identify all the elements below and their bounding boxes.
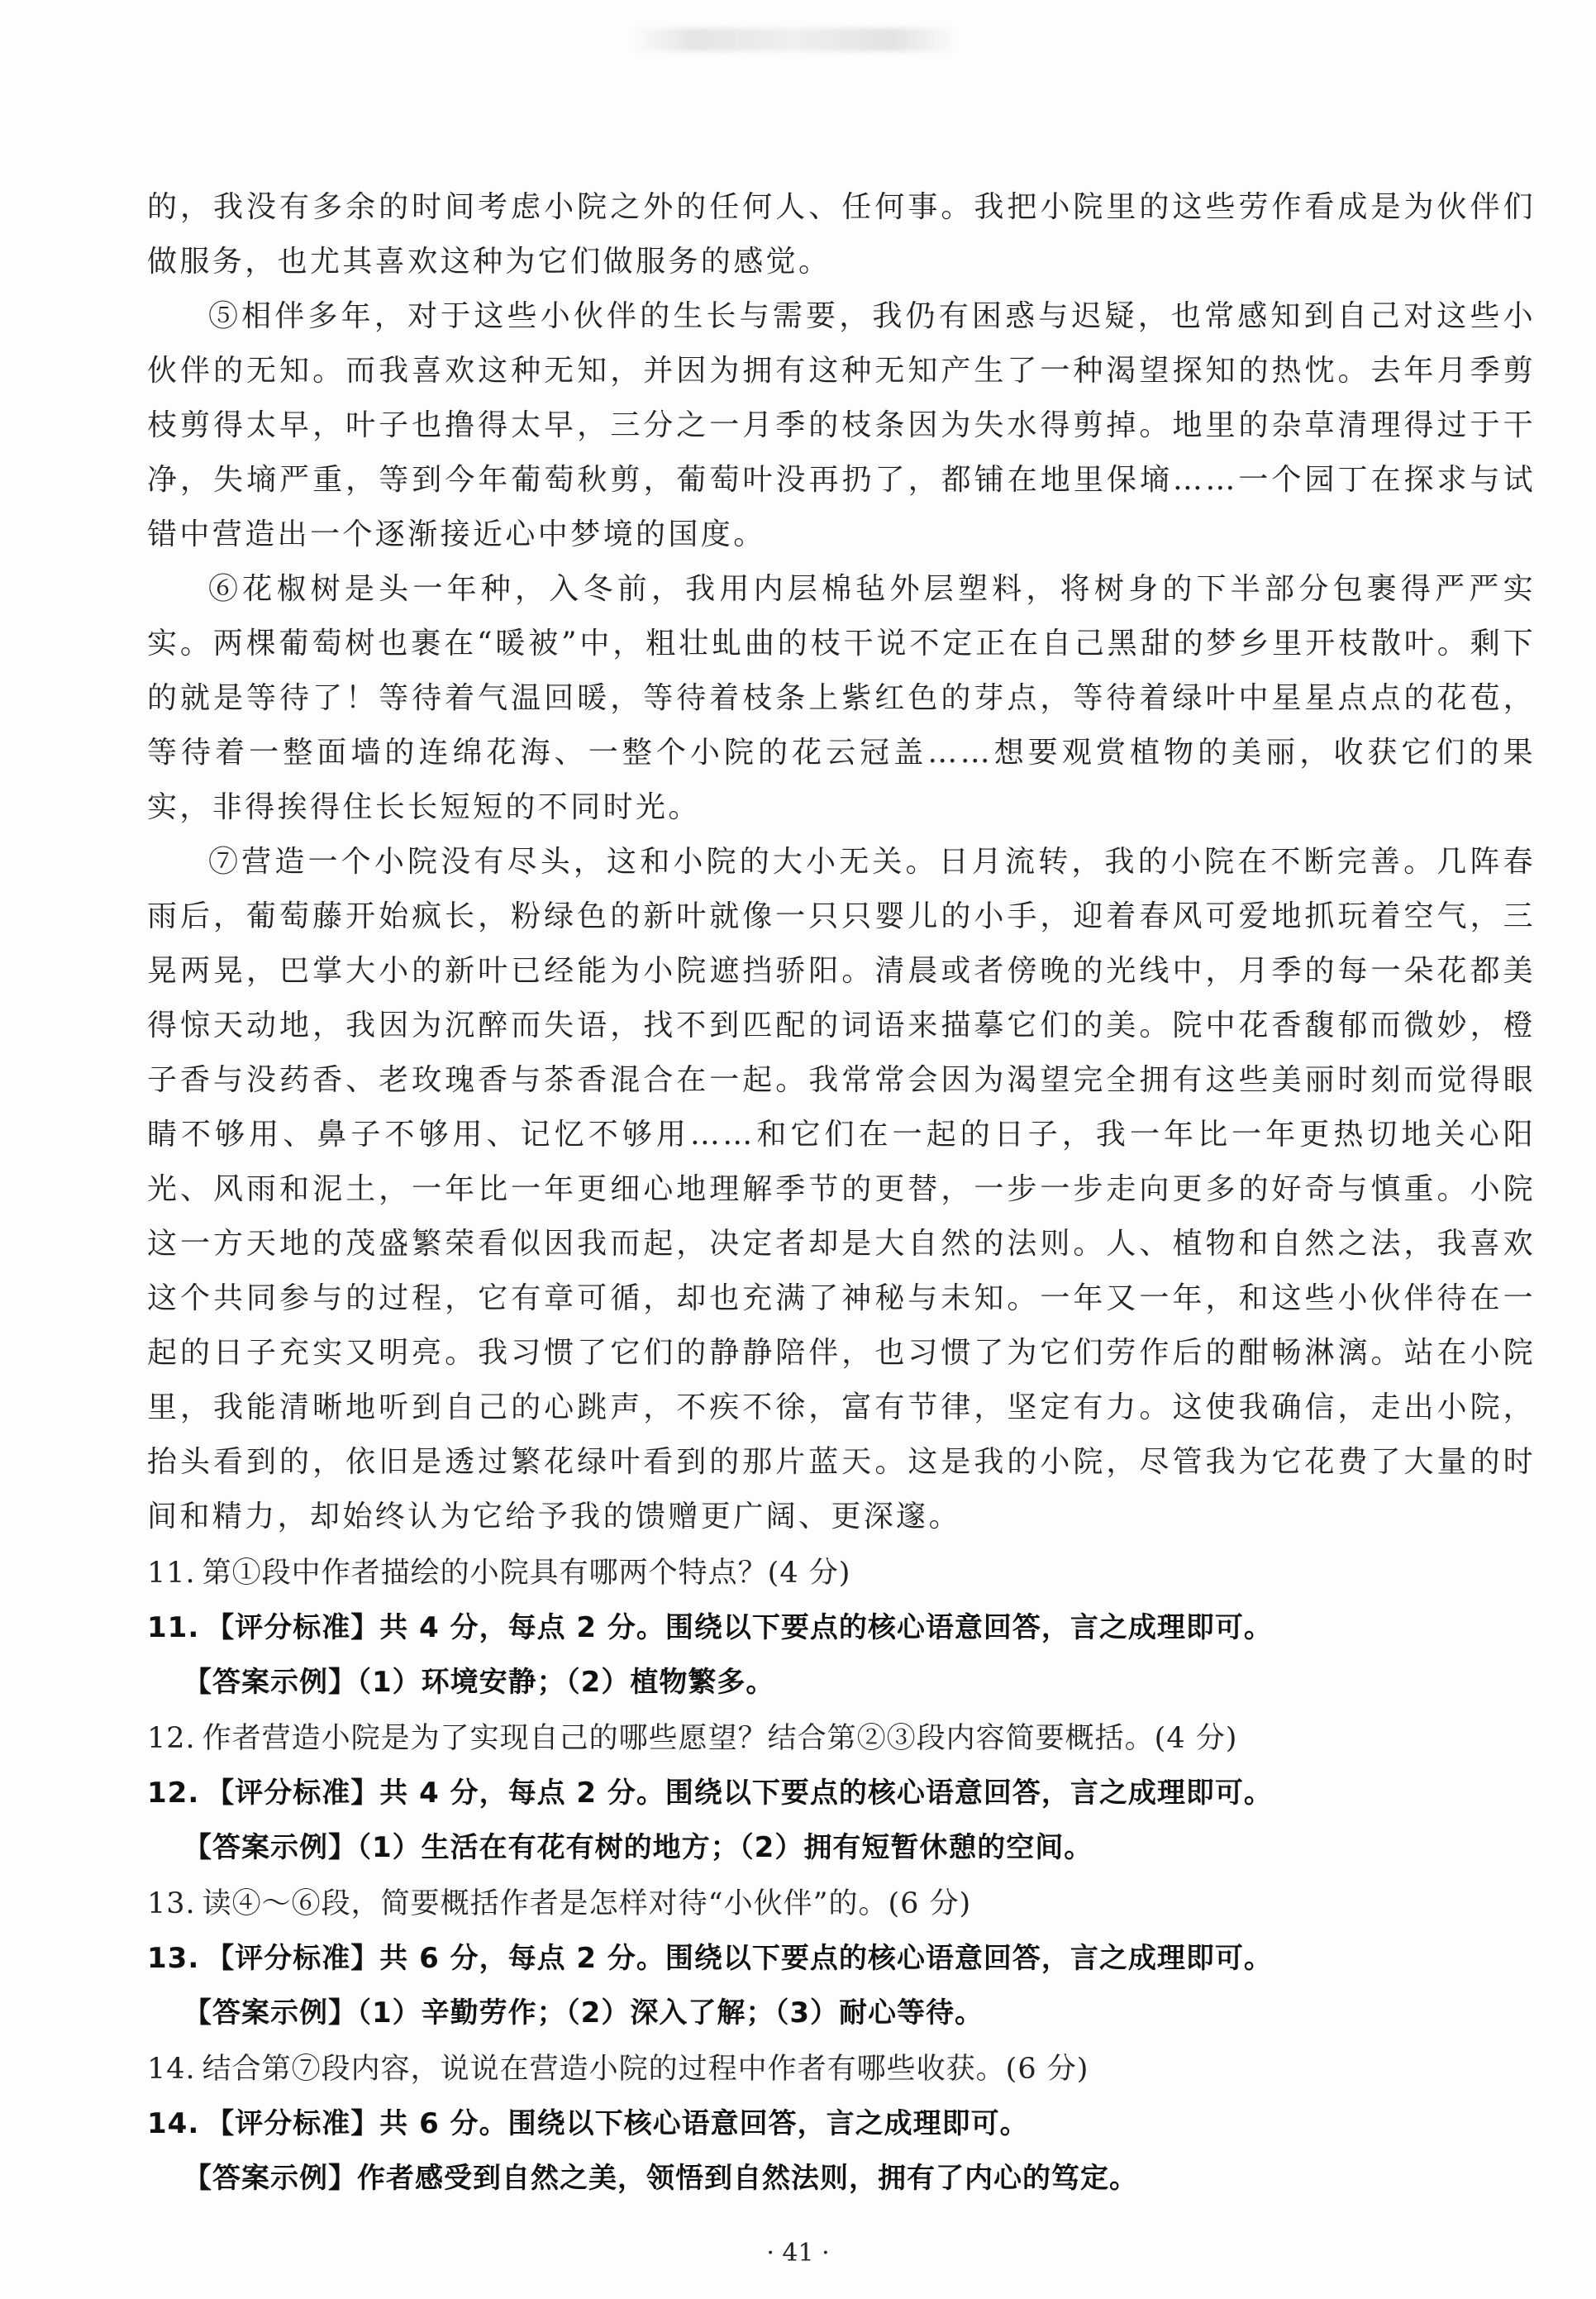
question-11 bbox=[147, 1546, 1536, 1600]
scoring-text: 【评分标准】共 4 分，每点 2 分。围绕以下要点的核心语意回答，言之成理即可。 bbox=[206, 1777, 1273, 1810]
paragraph-5: ⑤相伴多年，对于这些小伙伴的生长与需要，我仍有困惑与迟疑，也常感知到自己对这些小伙伴的无知。而我喜欢这种无知，并因为拥有这种无知产生了一种渴望探知的热忱。去年月季剪枝剪得太早，叶子也撸得太早，三分之一月季的枝条因为失水得剪掉。地里的杂草清理得过于干净，失墒严重，等到今年葡萄秋剪，葡萄叶没再扔了，都铺在地里保墒……一个园丁在探求与试错中营造出一个逐渐接近心中梦境的国度。 bbox=[147, 299, 1536, 551]
question-number: 11. bbox=[147, 1557, 196, 1590]
question-text: 结合第⑦段内容，说说在营造小院的过程中作者有哪些收获。(6 分) bbox=[202, 2053, 1089, 2086]
scan-artifact bbox=[628, 28, 959, 51]
answer-example-11: 【答案示例】（1）环境安静；（2）植物繁多。 bbox=[183, 1666, 775, 1699]
question-text: 第①段中作者描绘的小院具有哪两个特点？(4 分) bbox=[202, 1557, 851, 1590]
scoring-standard-14 bbox=[147, 2096, 1536, 2151]
question-number: 14. bbox=[147, 2053, 196, 2086]
question-14 bbox=[147, 2042, 1536, 2096]
scoring-text: 【评分标准】共 4 分，每点 2 分。围绕以下要点的核心语意回答，言之成理即可。 bbox=[206, 1611, 1273, 1644]
question-block-11 bbox=[147, 1546, 1536, 1710]
answer-number: 14. bbox=[147, 2107, 200, 2140]
paragraph-continuation: 的，我没有多余的时间考虑小院之外的任何人、任何事。我把小院里的这些劳作看成是为伙伴们做服务，也尤其喜欢这种为它们做服务的感觉。 bbox=[147, 190, 1536, 279]
scoring-standard-12 bbox=[147, 1766, 1536, 1820]
question-block-12 bbox=[147, 1711, 1536, 1875]
answer-example-14: 【答案示例】作者感受到自然之美，领悟到自然法则，拥有了内心的笃定。 bbox=[183, 2162, 1138, 2195]
answer-example-13: 【答案示例】（1）辛勤劳作；（2）深入了解；（3）耐心等待。 bbox=[183, 1996, 984, 2030]
page-content bbox=[147, 180, 1536, 2206]
answer-example-12: 【答案示例】（1）生活在有花有树的地方；（2）拥有短暂休憩的空间。 bbox=[183, 1831, 1093, 1864]
question-12 bbox=[147, 1711, 1536, 1766]
scoring-text: 【评分标准】共 6 分。围绕以下核心语意回答，言之成理即可。 bbox=[206, 2107, 1029, 2140]
question-text: 作者营造小院是为了实现自己的哪些愿望？结合第②③段内容简要概括。(4 分) bbox=[202, 1722, 1238, 1755]
answer-number: 12. bbox=[147, 1777, 200, 1810]
question-block-13 bbox=[147, 1877, 1536, 2040]
paragraph-6: ⑥花椒树是头一年种，入冬前，我用内层棉毡外层塑料，将树身的下半部分包裹得严严实实。两棵葡萄树也裹在“暖被”中，粗壮虬曲的枝干说不定正在自己黑甜的梦乡里开枝散叶。剩下的就是等待了！等待着气温回暖，等待着枝条上紫红色的芽点，等待着绿叶中星星点点的花苞，等待着一整面墙的连绵花海、一整个小院的花云冠盖……想要观赏植物的美丽，收获它们的果实，非得挨得住长长短短的不同时光。 bbox=[147, 572, 1536, 824]
question-text: 读④～⑥段，简要概括作者是怎样对待“小伙伴”的。(6 分) bbox=[202, 1887, 972, 1920]
paragraph-7: ⑦营造一个小院没有尽头，这和小院的大小无关。日月流转，我的小院在不断完善。几阵春雨后，葡萄藤开始疯长，粉绿色的新叶就像一只只婴儿的小手，迎着春风可爱地抓玩着空气，三晃两晃，巴掌大小的新叶已经能为小院遮挡骄阳。清晨或者傍晚的光线中，月季的每一朵花都美得惊天动地，我因为沉醉而失语，找不到匹配的词语来描摹它们的美。院中花香馥郁而微妙，橙子香与没药香、老玫瑰香与茶香混合在一起。我常常会因为渴望完全拥有这些美丽时刻而觉得眼睛不够用、鼻子不够用、记忆不够用……和它们在一起的日子，我一年比一年更热切地关心阳光、风雨和泥土，一年比一年更细心地理解季节的更替，一步一步走向更多的好奇与慎重。小院这一方天地的茂盛繁荣看似因我而起，决定者却是大自然的法则。人、植物和自然之法，我喜欢这个共同参与的过程，它有章可循，却也充满了神秘与未知。一年又一年，和这些小伙伴待在一起的日子充实又明亮。我习惯了它们的静静陪伴，也习惯了为它们劳作后的酣畅淋漓。站在小院里，我能清晰地听到自己的心跳声，不疾不徐，富有节律，坚定有力。这使我确信，走出小院，抬头看到的，依旧是透过繁花绿叶看到的那片蓝天。这是我的小院，尽管我为它花费了大量的时间和精力，却始终认为它给予我的馈赠更广阔、更深邃。 bbox=[147, 845, 1536, 1533]
scoring-standard-11 bbox=[147, 1600, 1536, 1655]
answer-number: 13. bbox=[147, 1942, 200, 1975]
page-number: · 41 · bbox=[766, 2239, 830, 2268]
question-block-14 bbox=[147, 2042, 1536, 2206]
question-number: 12. bbox=[147, 1722, 196, 1755]
question-number: 13. bbox=[147, 1887, 196, 1920]
question-13 bbox=[147, 1877, 1536, 1931]
scoring-standard-13 bbox=[147, 1931, 1536, 1986]
scoring-text: 【评分标准】共 6 分，每点 2 分。围绕以下要点的核心语意回答，言之成理即可。 bbox=[206, 1942, 1273, 1975]
answer-number: 11. bbox=[147, 1611, 200, 1644]
